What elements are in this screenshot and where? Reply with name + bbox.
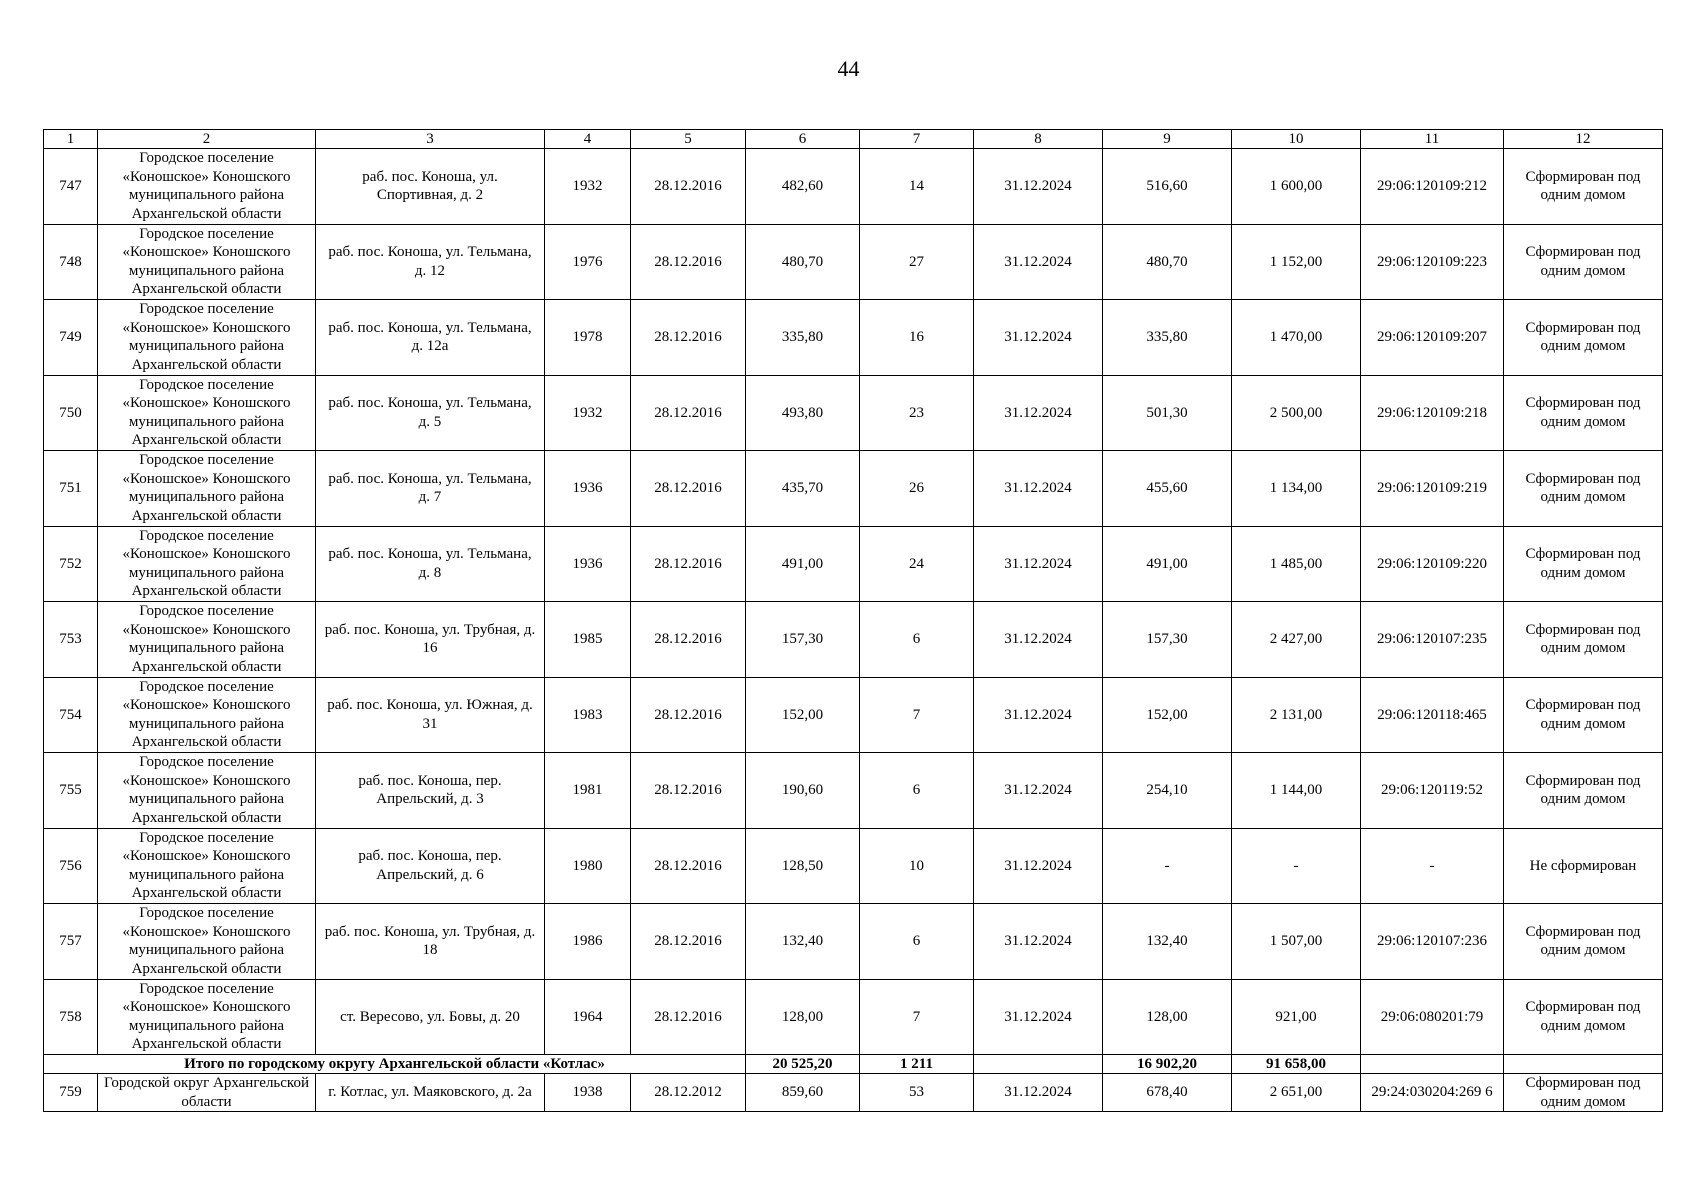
table-row xyxy=(44,904,1663,980)
table-row xyxy=(44,828,1663,904)
area-cell: 128,50 xyxy=(746,828,860,904)
date-cell: 28.12.2012 xyxy=(631,1074,746,1112)
cadastral-cell: 29:06:120107:235 xyxy=(1361,602,1504,678)
year-cell: 1932 xyxy=(545,375,631,451)
date-cell: 28.12.2016 xyxy=(631,677,746,753)
address-cell: раб. пос. Коноша, ул. Спортивная, д. 2 xyxy=(316,149,545,225)
status-cell: Сформирован под одним домом xyxy=(1504,149,1663,225)
residents-cell: 6 xyxy=(860,602,974,678)
table-row xyxy=(44,677,1663,753)
residents-cell: 27 xyxy=(860,224,974,300)
owner-cell: Городское поселение «Коношское» Коношского муниципального района Архангельской области xyxy=(98,375,316,451)
deadline-cell: 31.12.2024 xyxy=(974,753,1103,829)
deadline-cell: 31.12.2024 xyxy=(974,1074,1103,1112)
area-cell: 335,80 xyxy=(746,300,860,376)
status-cell: Сформирован под одним домом xyxy=(1504,602,1663,678)
column-header: 7 xyxy=(860,130,974,149)
land-area-cell: 1 134,00 xyxy=(1232,451,1361,527)
date-cell: 28.12.2016 xyxy=(631,602,746,678)
year-cell: 1980 xyxy=(545,828,631,904)
deadline-cell: 31.12.2024 xyxy=(974,375,1103,451)
address-cell: раб. пос. Коноша, ул. Трубная, д. 16 xyxy=(316,602,545,678)
cadastral-cell: 29:06:120107:236 xyxy=(1361,904,1504,980)
year-cell: 1936 xyxy=(545,526,631,602)
row-number: 755 xyxy=(44,753,98,829)
deadline-cell: 31.12.2024 xyxy=(974,904,1103,980)
date-cell: 28.12.2016 xyxy=(631,526,746,602)
area2-cell: 254,10 xyxy=(1103,753,1232,829)
deadline-cell: 31.12.2024 xyxy=(974,677,1103,753)
residents-cell: 6 xyxy=(860,753,974,829)
deadline-cell: 31.12.2024 xyxy=(974,224,1103,300)
residents-cell: 10 xyxy=(860,828,974,904)
status-cell: Не сформирован xyxy=(1504,828,1663,904)
column-header: 10 xyxy=(1232,130,1361,149)
area-cell: 190,60 xyxy=(746,753,860,829)
cadastral-cell: 29:06:120109:220 xyxy=(1361,526,1504,602)
area-cell: 491,00 xyxy=(746,526,860,602)
area2-cell: 157,30 xyxy=(1103,602,1232,678)
total-empty xyxy=(1361,1055,1504,1074)
land-area-cell: 2 651,00 xyxy=(1232,1074,1361,1112)
area2-cell: 455,60 xyxy=(1103,451,1232,527)
owner-cell: Городское поселение «Коношское» Коношского муниципального района Архангельской области xyxy=(98,149,316,225)
table-row xyxy=(44,451,1663,527)
year-cell: 1936 xyxy=(545,451,631,527)
row-number: 758 xyxy=(44,979,98,1055)
deadline-cell: 31.12.2024 xyxy=(974,602,1103,678)
date-cell: 28.12.2016 xyxy=(631,451,746,527)
table-row xyxy=(44,375,1663,451)
owner-cell: Городской округ Архангельской области xyxy=(98,1074,316,1112)
area-cell: 480,70 xyxy=(746,224,860,300)
land-area-cell: - xyxy=(1232,828,1361,904)
table-row xyxy=(44,526,1663,602)
row-number: 747 xyxy=(44,149,98,225)
land-area-cell: 1 470,00 xyxy=(1232,300,1361,376)
owner-cell: Городское поселение «Коношское» Коношского муниципального района Архангельской области xyxy=(98,526,316,602)
area2-cell: 501,30 xyxy=(1103,375,1232,451)
residents-cell: 23 xyxy=(860,375,974,451)
column-header: 6 xyxy=(746,130,860,149)
residents-cell: 14 xyxy=(860,149,974,225)
residents-cell: 24 xyxy=(860,526,974,602)
land-area-cell: 2 500,00 xyxy=(1232,375,1361,451)
total-residents: 1 211 xyxy=(860,1055,974,1074)
total-empty xyxy=(974,1055,1103,1074)
year-cell: 1932 xyxy=(545,149,631,225)
cadastral-cell: 29:06:120118:465 xyxy=(1361,677,1504,753)
area2-cell: 491,00 xyxy=(1103,526,1232,602)
area2-cell: 132,40 xyxy=(1103,904,1232,980)
address-cell: раб. пос. Коноша, ул. Тельмана, д. 5 xyxy=(316,375,545,451)
cadastral-cell: 29:06:120109:218 xyxy=(1361,375,1504,451)
year-cell: 1978 xyxy=(545,300,631,376)
table-row xyxy=(44,602,1663,678)
area-cell: 482,60 xyxy=(746,149,860,225)
owner-cell: Городское поселение «Коношское» Коношского муниципального района Архангельской области xyxy=(98,753,316,829)
cadastral-cell: 29:06:120119:52 xyxy=(1361,753,1504,829)
column-header: 8 xyxy=(974,130,1103,149)
owner-cell: Городское поселение «Коношское» Коношского муниципального района Архангельской области xyxy=(98,677,316,753)
land-area-cell: 921,00 xyxy=(1232,979,1361,1055)
residents-cell: 6 xyxy=(860,904,974,980)
column-header: 11 xyxy=(1361,130,1504,149)
year-cell: 1983 xyxy=(545,677,631,753)
owner-cell: Городское поселение «Коношское» Коношского муниципального района Архангельской области xyxy=(98,451,316,527)
total-area2: 16 902,20 xyxy=(1103,1055,1232,1074)
date-cell: 28.12.2016 xyxy=(631,753,746,829)
land-area-cell: 2 131,00 xyxy=(1232,677,1361,753)
date-cell: 28.12.2016 xyxy=(631,149,746,225)
column-header: 2 xyxy=(98,130,316,149)
date-cell: 28.12.2016 xyxy=(631,979,746,1055)
owner-cell: Городское поселение «Коношское» Коношского муниципального района Архангельской области xyxy=(98,300,316,376)
land-area-cell: 1 485,00 xyxy=(1232,526,1361,602)
deadline-cell: 31.12.2024 xyxy=(974,149,1103,225)
area2-cell: 335,80 xyxy=(1103,300,1232,376)
row-number: 751 xyxy=(44,451,98,527)
deadline-cell: 31.12.2024 xyxy=(974,300,1103,376)
cadastral-cell: 29:24:030204:269 6 xyxy=(1361,1074,1504,1112)
date-cell: 28.12.2016 xyxy=(631,828,746,904)
total-row xyxy=(44,1055,1663,1074)
table-body xyxy=(44,149,1663,1112)
status-cell: Сформирован под одним домом xyxy=(1504,979,1663,1055)
address-cell: раб. пос. Коноша, ул. Тельмана, д. 12а xyxy=(316,300,545,376)
cadastral-cell: 29:06:120109:219 xyxy=(1361,451,1504,527)
owner-cell: Городское поселение «Коношское» Коношского муниципального района Архангельской области xyxy=(98,828,316,904)
year-cell: 1986 xyxy=(545,904,631,980)
area2-cell: 152,00 xyxy=(1103,677,1232,753)
table-row xyxy=(44,149,1663,225)
column-header: 3 xyxy=(316,130,545,149)
land-area-cell: 1 507,00 xyxy=(1232,904,1361,980)
year-cell: 1964 xyxy=(545,979,631,1055)
housing-registry-table xyxy=(43,129,1663,1112)
address-cell: раб. пос. Коноша, ул. Тельмана, д. 12 xyxy=(316,224,545,300)
status-cell: Сформирован под одним домом xyxy=(1504,677,1663,753)
area-cell: 157,30 xyxy=(746,602,860,678)
land-area-cell: 2 427,00 xyxy=(1232,602,1361,678)
address-cell: раб. пос. Коноша, ул. Тельмана, д. 8 xyxy=(316,526,545,602)
address-cell: раб. пос. Коноша, ул. Тельмана, д. 7 xyxy=(316,451,545,527)
page-number: 44 xyxy=(837,56,860,81)
date-cell: 28.12.2016 xyxy=(631,300,746,376)
address-cell: раб. пос. Коноша, пер. Апрельский, д. 3 xyxy=(316,753,545,829)
table-row xyxy=(44,224,1663,300)
residents-cell: 26 xyxy=(860,451,974,527)
column-header: 9 xyxy=(1103,130,1232,149)
row-number: 748 xyxy=(44,224,98,300)
land-area-cell: 1 152,00 xyxy=(1232,224,1361,300)
row-number: 754 xyxy=(44,677,98,753)
cadastral-cell: 29:06:120109:207 xyxy=(1361,300,1504,376)
date-cell: 28.12.2016 xyxy=(631,224,746,300)
date-cell: 28.12.2016 xyxy=(631,375,746,451)
row-number: 756 xyxy=(44,828,98,904)
cadastral-cell: 29:06:080201:79 xyxy=(1361,979,1504,1055)
address-cell: г. Котлас, ул. Маяковского, д. 2а xyxy=(316,1074,545,1112)
address-cell: ст. Вересово, ул. Бовы, д. 20 xyxy=(316,979,545,1055)
row-number: 749 xyxy=(44,300,98,376)
status-cell: Сформирован под одним домом xyxy=(1504,753,1663,829)
status-cell: Сформирован под одним домом xyxy=(1504,224,1663,300)
deadline-cell: 31.12.2024 xyxy=(974,451,1103,527)
area-cell: 128,00 xyxy=(746,979,860,1055)
area2-cell: - xyxy=(1103,828,1232,904)
row-number: 753 xyxy=(44,602,98,678)
total-label: Итого по городскому округу Архангельской области «Котлас» xyxy=(44,1055,746,1074)
table-row xyxy=(44,979,1663,1055)
row-number: 757 xyxy=(44,904,98,980)
area-cell: 152,00 xyxy=(746,677,860,753)
total-land-area: 91 658,00 xyxy=(1232,1055,1361,1074)
cadastral-cell: - xyxy=(1361,828,1504,904)
status-cell: Сформирован под одним домом xyxy=(1504,526,1663,602)
table-row xyxy=(44,753,1663,829)
column-header: 5 xyxy=(631,130,746,149)
area2-cell: 516,60 xyxy=(1103,149,1232,225)
column-header: 4 xyxy=(545,130,631,149)
cadastral-cell: 29:06:120109:212 xyxy=(1361,149,1504,225)
row-number: 759 xyxy=(44,1074,98,1112)
area-cell: 435,70 xyxy=(746,451,860,527)
column-header: 1 xyxy=(44,130,98,149)
status-cell: Сформирован под одним домом xyxy=(1504,1074,1663,1112)
area-cell: 859,60 xyxy=(746,1074,860,1112)
year-cell: 1985 xyxy=(545,602,631,678)
status-cell: Сформирован под одним домом xyxy=(1504,904,1663,980)
owner-cell: Городское поселение «Коношское» Коношского муниципального района Архангельской области xyxy=(98,602,316,678)
table-row xyxy=(44,1074,1663,1112)
owner-cell: Городское поселение «Коношское» Коношского муниципального района Архангельской области xyxy=(98,979,316,1055)
area-cell: 493,80 xyxy=(746,375,860,451)
total-area: 20 525,20 xyxy=(746,1055,860,1074)
deadline-cell: 31.12.2024 xyxy=(974,979,1103,1055)
address-cell: раб. пос. Коноша, ул. Трубная, д. 18 xyxy=(316,904,545,980)
status-cell: Сформирован под одним домом xyxy=(1504,451,1663,527)
table-row xyxy=(44,300,1663,376)
column-header: 12 xyxy=(1504,130,1663,149)
residents-cell: 7 xyxy=(860,979,974,1055)
year-cell: 1981 xyxy=(545,753,631,829)
total-empty xyxy=(1504,1055,1663,1074)
residents-cell: 16 xyxy=(860,300,974,376)
area2-cell: 480,70 xyxy=(1103,224,1232,300)
column-numbers-row xyxy=(44,130,1663,149)
area2-cell: 678,40 xyxy=(1103,1074,1232,1112)
year-cell: 1976 xyxy=(545,224,631,300)
owner-cell: Городское поселение «Коношское» Коношского муниципального района Архангельской области xyxy=(98,904,316,980)
land-area-cell: 1 600,00 xyxy=(1232,149,1361,225)
cadastral-cell: 29:06:120109:223 xyxy=(1361,224,1504,300)
date-cell: 28.12.2016 xyxy=(631,904,746,980)
land-area-cell: 1 144,00 xyxy=(1232,753,1361,829)
status-cell: Сформирован под одним домом xyxy=(1504,300,1663,376)
area2-cell: 128,00 xyxy=(1103,979,1232,1055)
row-number: 750 xyxy=(44,375,98,451)
deadline-cell: 31.12.2024 xyxy=(974,828,1103,904)
address-cell: раб. пос. Коноша, ул. Южная, д. 31 xyxy=(316,677,545,753)
status-cell: Сформирован под одним домом xyxy=(1504,375,1663,451)
year-cell: 1938 xyxy=(545,1074,631,1112)
area-cell: 132,40 xyxy=(746,904,860,980)
address-cell: раб. пос. Коноша, пер. Апрельский, д. 6 xyxy=(316,828,545,904)
deadline-cell: 31.12.2024 xyxy=(974,526,1103,602)
row-number: 752 xyxy=(44,526,98,602)
residents-cell: 53 xyxy=(860,1074,974,1112)
owner-cell: Городское поселение «Коношское» Коношского муниципального района Архангельской области xyxy=(98,224,316,300)
residents-cell: 7 xyxy=(860,677,974,753)
